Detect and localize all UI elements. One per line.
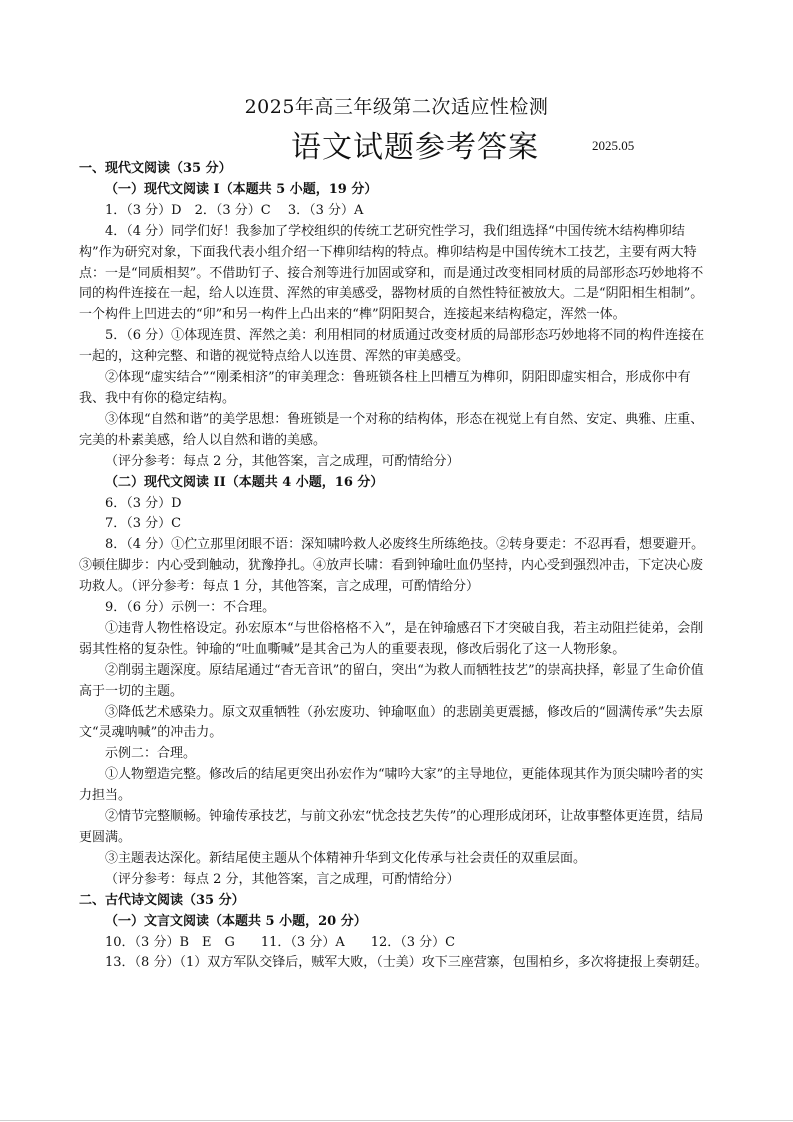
subsection-heading-modern-reading-1: （一）现代文阅读 I（本题共 5 小题，19 分）	[105, 181, 378, 197]
answer-9-example-1-point-3: ③降低艺术感染力。原文双重牺牲（孙宏废功、钟瑜呕血）的悲剧美更震撼，修改后的“圆满传承”失去原文“灵魂呐喊”的冲击力。	[79, 704, 704, 741]
scoring-note-5: （评分参考：每点 2 分，其他答案，言之成理，可酌情给分）	[105, 453, 460, 469]
answer-9-example-2-point-1: ①人物塑造完整。修改后的结尾更突出孙宏作为“啸吟大家”的主导地位，更能体现其作为顶尖啸吟者的实力担当。	[79, 767, 704, 804]
subsection-heading-modern-reading-2: （二）现代文阅读 II（本题共 4 小题，16 分）	[105, 474, 384, 490]
answer-9-example-1-point-1: ①违背人物性格设定。孙宏原本“与世俗格格不入”，是在钟瑜感召下才突破自我，若主动阻拦徒弟，会削弱其性格的复杂性。钟瑜的“吐血嘶喊”是其舍己为人的重要表现，修改后弱化了这一人物形象。	[79, 620, 704, 657]
section-heading-modern-reading: 一、现代文阅读（35 分）	[79, 161, 232, 176]
answer-5-point-3: ③体现“自然和谐”的美学思想：鲁班锁是一个对称的结构体，形态在视觉上有自然、安定、典雅、庄重、完美的朴素美感，给人以自然和谐的美感。	[79, 411, 704, 448]
answer-9-example-2: 示例二：合理。	[105, 746, 197, 762]
answer-8: 8．（4 分）①伫立那里闭眼不语：深知啸吟救人必废终生所练绝技。②转身要走：不忍再看，想要避开。③顿住脚步：内心受到触动，犹豫挣扎。④放声长啸：看到钟瑜吐血仍坚持，内心受到强烈冲击，下定决心废功救人。（评分参考：每点 1 分，其他答案，言之成理，可酌情给分）	[79, 537, 705, 595]
exam-date: 2025.05	[592, 138, 635, 153]
answer-9-example-2-point-3: ③主题表达深化。新结尾使主题从个体精神升华到文化传承与社会责任的双重层面。	[105, 850, 587, 866]
answer-5-point-2: ②体现“虚实结合”“刚柔相济”的审美理念：鲁班锁各柱上凹槽互为榫卯，阴阳即虚实相合，形成你中有我、我中有你的稳定结构。	[79, 370, 691, 406]
answer-4: 4．（4 分）同学们好！我参加了学校组织的传统工艺研究性学习，我们组选择“中国传统木结构榫卯结构”作为研究对象，下面我代表小组介绍一下榫卯结构的特点。榫卯结构是中国传统木工技艺，主要有两大特点：一是“同质相契”。不借助钉子、接合剂等进行加固或穿和，而是通过改变相同材质的局部形态巧妙地将不同的构件连接在一起，给人以连贯、浑然的审美感受，器物材质的自然性特征被放大。二是“阴阳相生相制”。一个构件上凹进去的“卯”和另一构件上凸出来的“榫”阴阳契合，连接起来结构稳定，浑然一体。	[79, 223, 704, 323]
scoring-note-9: （评分参考：每点 2 分，其他答案，言之成理，可酌情给分）	[105, 871, 460, 887]
answer-content	[79, 159, 715, 974]
page-bottom-divider	[0, 1120, 793, 1121]
answer-7: 7．（3 分）C	[105, 516, 182, 532]
answer-13: 13．（8 分）（1）双方军队交锋后，贼军大败，（士美）攻下三座营寨，包围柏乡，多次将捷报上奏朝廷。	[105, 955, 708, 971]
answer-5: 5．（6 分）①体现连贯、浑然之美：利用相同的材质通过改变材质的局部形态巧妙地将不同的构件连接在一起的，这种完整、和谐的视觉特点给人以连贯、浑然的审美感受。	[79, 328, 705, 365]
answers-10-12: 10．（3 分）B E G 11．（3 分）A 12．（3 分）C	[105, 934, 456, 950]
subsection-heading-classical-prose: （一）文言文阅读（本题共 5 小题，20 分）	[105, 913, 367, 929]
exam-title: 2025年高三年级第二次适应性检测	[244, 96, 549, 118]
answer-9: 9．（6 分）示例一：不合理。	[105, 600, 276, 616]
answer-9-example-1-point-2: ②削弱主题深度。原结尾通过“杳无音讯”的留白，突出“为救人而牺牲技艺”的崇高抉择，彰显了生命价值高于一切的主题。	[79, 662, 704, 699]
answers-1-3: 1．（3 分）D 2．（3 分）C 3．（3 分）A	[105, 202, 364, 218]
page-title: 语文试题参考答案	[291, 130, 539, 165]
section-heading-classical-reading: 二、古代诗文阅读（35 分）	[79, 892, 245, 908]
answer-9-example-2-point-2: ②情节完整顺畅。钟瑜传承技艺，与前文孙宏“忧念技艺失传”的心理形成闭环，让故事整体更连贯，结局更圆满。	[79, 809, 704, 845]
answer-6: 6．（3 分）D	[105, 495, 182, 511]
